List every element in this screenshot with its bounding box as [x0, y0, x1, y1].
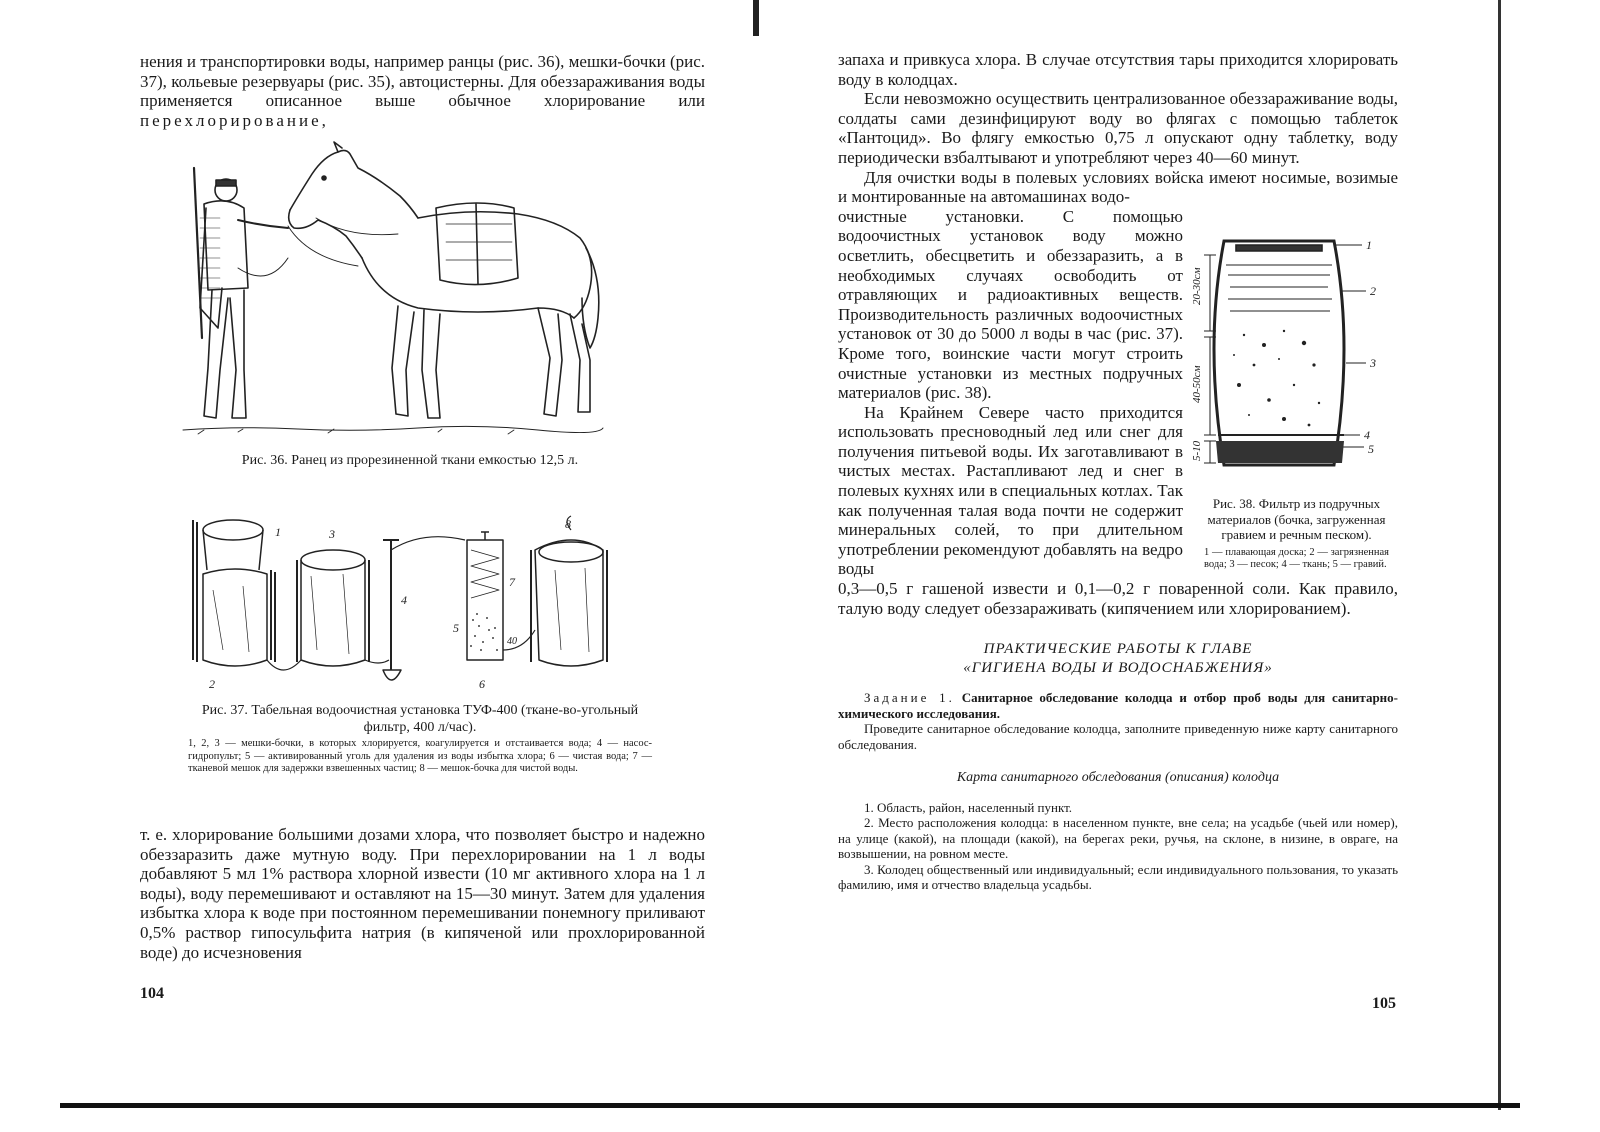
- fig37-label-5: 5: [453, 621, 459, 635]
- left-top-paragraph: нения и транспортировки воды, например ранцы (рис. 36), мешки-бочки (рис. 37), кольевые резервуары (рис. 35), автоцистерны. Для обеззараживания воды применяется описанное выше обычное хлорирование или перехлорирование,: [140, 52, 705, 130]
- page-edge: [1498, 0, 1501, 1110]
- fig37-label-8: 8: [565, 517, 571, 531]
- card-title: Карта санитарного обследования (описания) колодца: [956, 770, 1280, 786]
- task-title: Санитарное обследование колодца и отбор проб воды для санитарно-химического исследования.: [838, 690, 1399, 721]
- figure-36-caption: Рис. 36. Ранец из прорезиненной ткани емкостью 12,5 л.: [241, 453, 579, 468]
- figure-37-caption: Рис. 37. Табельная водоочистная установка ТУФ-400 (ткане-во-угольный фильтр, 400 л/час).: [201, 703, 639, 735]
- card-item-2: 2. Место расположения колодца: в населенном пункте, вне села; на усадьбе (чьей или номер), на улице (какой), на площади (какой), на берегах реки, ручья, на склоне, в низине, в овраге, на возвышении, на ровном месте.: [838, 815, 1398, 862]
- figure-36-horse-illustration: [178, 138, 608, 438]
- fig37-label-4: 4: [401, 593, 407, 607]
- fig37-label-3: 3: [329, 527, 335, 541]
- fig38-label-1: 1: [1366, 238, 1372, 252]
- figure-38-caption: Рис. 38. Фильтр из подручных материалов (бочка, загруженная гравием и речным песком).: [1207, 496, 1386, 542]
- right-paragraph-4-full: 0,3—0,5 г гашеной извести и 0,1—0,2 г поваренной соли. Как правило, талую воду следует обеззараживать (кипячением или хлорированием).: [838, 579, 1398, 618]
- fig38-dim-20-30: 20-30см: [1191, 267, 1203, 305]
- task-instruction: Проведите санитарное обследование колодца, заполните приведенную ниже карту санитарного обследования.: [838, 721, 1398, 752]
- fig37-label-40: 40: [507, 636, 517, 647]
- figure-37-caption-block: [180, 702, 660, 776]
- figure-38-barrel-filter-illustration: [1184, 235, 1384, 485]
- card-item-3: 3. Колодец общественный или индивидуальный; если индивидуального пользования, то указать фамилию, имя и отчество владельца усадьбы.: [838, 861, 1398, 893]
- right-paragraph-3-full: Для очистки воды в полевых условиях войска имеют носимые, возимые и монтированные на автомашинах водо-: [838, 167, 1398, 207]
- figure-38-caption-block: [1204, 496, 1389, 572]
- fig38-label-4: 4: [1364, 428, 1370, 442]
- figure-37-legend: 1, 2, 3 — мешки-бочки, в которых хлорируется, коагулируется и отстаивается вода; 4 — насос-гидропульт; 5 — активированный уголь для удаления из воды избытка хлора; 6 — чистая вода; 7 — тканевой мешок для задержки взвешенных частиц; 8 — мешок-бочка для чистой воды.: [188, 738, 652, 774]
- page-number-left: 104: [140, 985, 164, 1002]
- fig38-dim-5-10: 5-10: [1191, 440, 1203, 461]
- card-items: [838, 800, 1398, 893]
- left-bottom-paragraph: т. е. хлорирование большими дозами хлора, что позволяет быстро и надежно обеззаразить даже мутную воду. При перехлорировании на 1 л воды добавляют 5 мл 1% раствора хлорной извести (10 мг активного хлора на 1 л воды), воду перемешивают и оставляют на 15—30 минут. Затем для удаления избытка хлора к воде при постоянном перемешивании понемногу приливают 0,5% раствор гипосульфита натрия (в кипяченой или прохлорированной воде) до исчезновения: [140, 825, 705, 962]
- fig38-dim-40-50: 40-50см: [1191, 365, 1203, 403]
- left-page: [140, 40, 705, 130]
- fig37-label-6: 6: [479, 677, 485, 690]
- fig38-label-5: 5: [1368, 442, 1374, 456]
- fig38-label-3: 3: [1370, 356, 1376, 370]
- task-label: Задание 1.: [864, 690, 955, 706]
- fig38-label-2: 2: [1370, 284, 1376, 298]
- binding-mark: [753, 0, 759, 36]
- fig37-label-2: 2: [209, 677, 215, 690]
- page-number-right: 105: [1372, 995, 1396, 1012]
- fig37-label-1: 1: [275, 525, 281, 539]
- right-paragraph-3-narrow: очистные установки. С помощью водоочистных установок воду можно осветлить, обесцветить и обеззаразить, а в необходимых случаях освободить от отравляющих и радиоактивных веществ. Производительность различных водоочистных установок от 30 до 5000 л воды в час (рис. 37). Кроме того, воинские части могут строить очистные установки из местных подручных материалов (рис. 38).: [838, 206, 1183, 403]
- practical-heading: [838, 640, 1398, 678]
- right-paragraph-2: Если невозможно осуществить централизованное обеззараживание воды, солдаты сами дезинфицируют воду во флягах с помощью таблеток «Пантоцид». Во флягу емкостью 0,75 л опускают одну таблетку, воду периодически взбалтывают и употребляют через 40—60 минут.: [838, 89, 1398, 167]
- heading-line-2: «ГИГИЕНА ВОДЫ И ВОДОСНАБЖЕНИЯ»: [963, 660, 1273, 677]
- right-paragraph-1: запаха и привкуса хлора. В случае отсутствия тары приходится хлорировать воду в колодцах.: [838, 50, 1398, 89]
- scan-bottom-edge: [60, 1103, 1520, 1108]
- fig37-label-7: 7: [509, 575, 515, 589]
- task-1-block: [838, 690, 1398, 721]
- figure-37-water-treatment-illustration: [183, 510, 653, 690]
- figure-38-legend: 1 — плавающая доска; 2 — загрязненная вода; 3 — песок; 4 — ткань; 5 — гравий.: [1204, 546, 1389, 570]
- card-item-1: 1. Область, район, населенный пункт.: [864, 799, 1073, 815]
- heading-line-1: ПРАКТИЧЕСКИЕ РАБОТЫ К ГЛАВЕ: [983, 641, 1253, 658]
- right-paragraph-4-narrow: На Крайнем Севере часто приходится использовать пресноводный лед или снег для получения питьевой воды. Их заготавливают в чистых местах. Растапливают лед и снег в полевых кухнях или в специальных котлах. Так как полученная талая вода почти не содержит минеральных солей, то при длительном употреблении рекомендуют добавлять на ведро воды: [838, 402, 1183, 579]
